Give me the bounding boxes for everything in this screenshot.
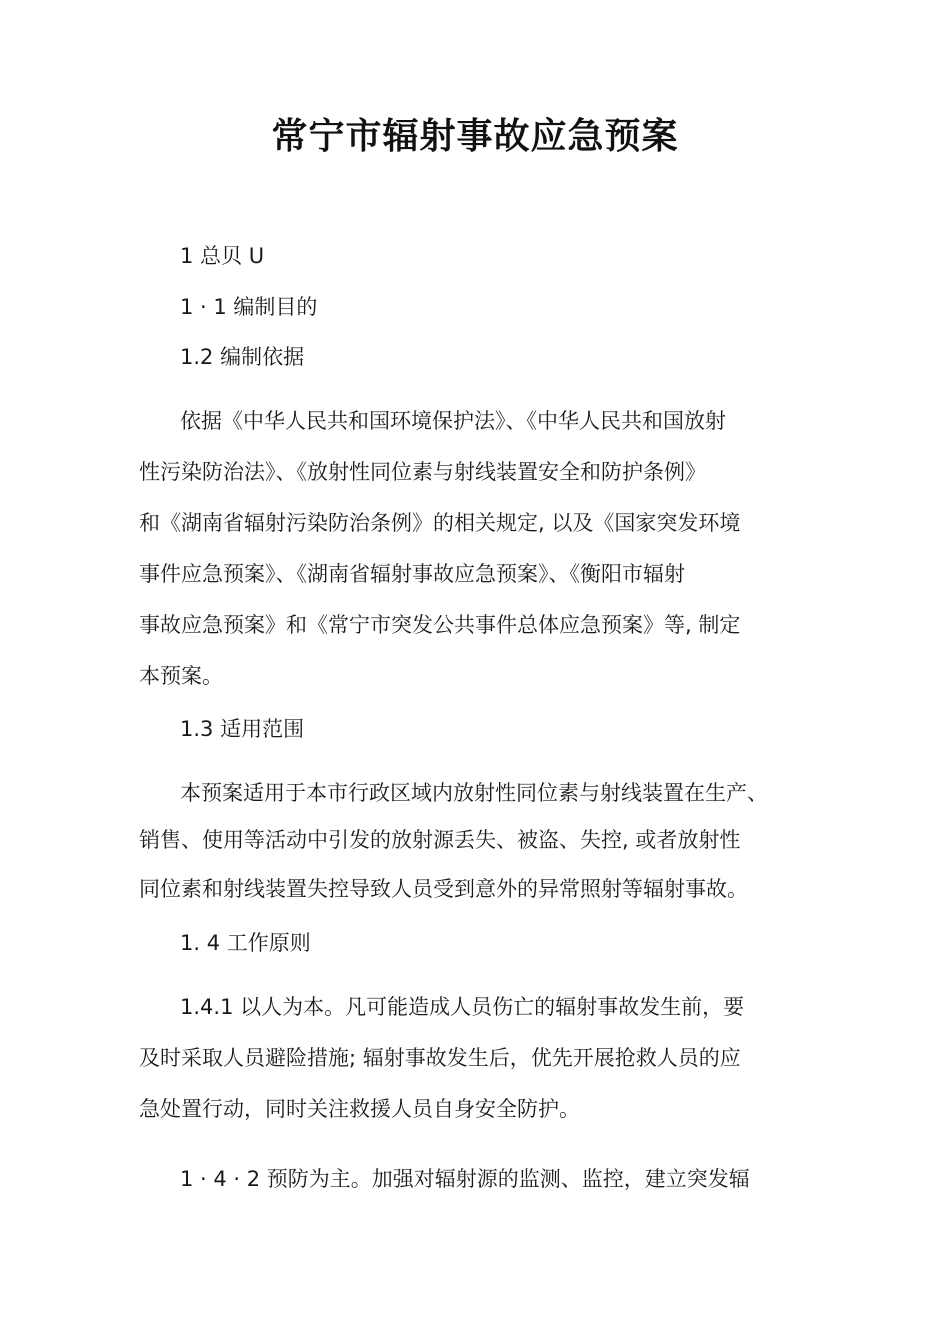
heading-general-provisions: 1 总贝 U [180, 244, 265, 268]
paragraph-line: 事件应急预案》、《湖南省辐射事故应急预案》、《衡阳市辐射 [139, 562, 685, 586]
paragraph-line: 本预案适用于本市行政区域内放射性同位素与射线装置在生产、 [180, 781, 768, 805]
paragraph-line: 1 · 4 · 2 预防为主。加强对辐射源的监测、监控，建立突发辐 [180, 1167, 750, 1191]
paragraph-line: 销售、使用等活动中引发的放射源丢失、被盗、失控, 或者放射性 [139, 828, 741, 852]
heading-purpose: 1 · 1 编制目的 [180, 295, 318, 319]
heading-principles: 1. 4 工作原则 [180, 931, 311, 955]
paragraph-line: 1.4.1 以人为本。凡可能造成人员伤亡的辐射事故发生前，要 [180, 995, 745, 1019]
paragraph-line: 及时采取人员避险措施; 辐射事故发生后，优先开展抢救人员的应 [139, 1046, 741, 1070]
paragraph-line: 急处置行动，同时关注救援人员自身安全防护。 [139, 1097, 580, 1121]
paragraph-line: 性污染防治法》、《放射性同位素与射线装置安全和防护条例》 [139, 460, 706, 484]
paragraph-line: 和《湖南省辐射污染防治条例》的相关规定, 以及《国家突发环境 [139, 511, 741, 535]
heading-scope: 1.3 适用范围 [180, 717, 305, 741]
heading-basis: 1.2 编制依据 [180, 345, 305, 369]
document-title: 常宁市辐射事故应急预案 [271, 116, 679, 157]
paragraph-line: 依据《中华人民共和国环境保护法》、《中华人民共和国放射 [180, 409, 726, 433]
paragraph-line: 同位素和射线装置失控导致人员受到意外的异常照射等辐射事故。 [139, 877, 748, 901]
paragraph-line: 事故应急预案》和《常宁市突发公共事件总体应急预案》等, 制定 [139, 613, 741, 637]
paragraph-line: 本预案。 [139, 664, 223, 688]
